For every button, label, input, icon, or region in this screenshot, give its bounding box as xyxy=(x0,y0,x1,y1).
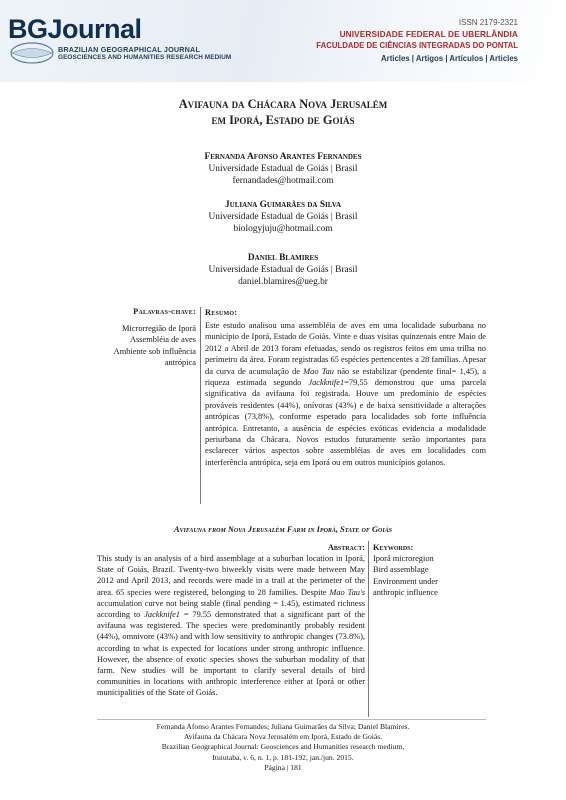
keyword: Assembléia de aves xyxy=(129,335,196,345)
column-divider xyxy=(200,307,201,504)
issn: ISSN 2179-2321 xyxy=(458,18,518,27)
keywords-list-pt xyxy=(86,323,196,369)
author-affiliation: Universidade Estadual de Goiás | Brasil xyxy=(208,212,358,222)
author-name: Juliana Guimarães da Silva xyxy=(224,200,342,210)
keyword: antrópica xyxy=(164,358,196,368)
abstract-text-segment: =79,55 demonstrou que uma parcela significativa da avifauna foi registrada. Houve um predomínio de espécies prováveis residentes (44%), onívoras (43%) e de baixa sensitividade a alterações antrópicas (73,8%), conforme esperado para localidades sob forte influência antrópica. Entretanto, a ausência de espécies exóticas evidencia a modalidade periurbana da Chácara. Novos estudos futuramente serão importantes para esclarecer vários aspectos sobre assembléias de aves em localidades com interferência antrópica, seja em Iporá ou em outros municípios goianos. xyxy=(205,378,487,467)
abstract-text-segment: This study is an analysis of a bird assemblage at a suburban location in Iporá, State of Goiás, Brazil. Twenty-two biweekly visits were made between May 2012 and April 2013, and records were made in a trail at the perimeter of the area. 65 species were registered, belonging to 28 families. Despite xyxy=(97,554,365,597)
keywords-label-pt: Palavras-chave: xyxy=(133,307,196,316)
author-email: biologyjuju@hotmail.com xyxy=(233,224,333,234)
footer-authors: Fernanda Afonso Arantes Fernandes; Juliana Guimarães da Silva; Daniel Blamires. xyxy=(156,722,410,731)
author-name: Daniel Blamires xyxy=(247,253,319,263)
abstract-italic-term: Jackknife1 xyxy=(308,378,345,388)
journal-subtitle-2: GEOSCIENCES AND HUMANITIES RESEARCH MEDIUM xyxy=(58,54,232,61)
author-email: daniel.blamires@ueg.br xyxy=(238,277,328,287)
abstract-text-segment: accumulation curve not being stable (final pending = 1.45), estimated richness according to xyxy=(97,598,365,620)
abstract-text-segment: não se estabilizar (pendente final= 1,45), a riqueza estimada segundo xyxy=(205,366,486,388)
citation-footer xyxy=(0,722,566,773)
footer-volume: Ituiutaba, v. 6, n. 1, p. 181-192, jan./jun. 2015. xyxy=(212,752,354,762)
article-title-line2: em Iporá, Estado de Goiás xyxy=(211,113,355,127)
abstract-italic-term: Jackknife1 xyxy=(144,610,180,620)
footer-journal: Brazilian Geographical Journal: Geosciences and Humanities research medium, xyxy=(161,742,405,752)
footer-rule xyxy=(97,719,486,720)
abstract-italic-term: Mao Tau xyxy=(303,366,334,376)
abstract-label-pt: Resumo: xyxy=(205,308,238,317)
section-types: Articles | Artigos | Artículos | Articles xyxy=(381,54,518,63)
keyword: Microrregião de Iporá xyxy=(122,324,196,333)
abstract-text-pt xyxy=(205,320,486,468)
abstract-text-segment: Este estudo analisou uma assembléia de aves em uma localidade suburbana no município de Iporá, Estado de Goiás. Vinte e duas visitas quinzenais entre Maio de 2012 a Abril de 2013 foram efetuadas, sendo os registros feitos em uma trilha no perímetro da área. Foram registradas 65 espécies pertencentes a 28 famílias. Apesar da curva de acumulação de xyxy=(205,321,486,376)
university-name: UNIVERSIDADE FEDERAL DE UBERLÂNDIA xyxy=(339,29,518,39)
globe-icon xyxy=(10,42,54,64)
page-number: Página | 181 xyxy=(264,762,302,772)
abstract-label-en: Abstract: xyxy=(327,543,365,552)
keyword: Ambiente sob influência xyxy=(113,346,196,356)
keywords-list-en xyxy=(373,553,483,599)
keywords-label-en: Keywords: xyxy=(373,543,414,552)
author-affiliation: Universidade Estadual de Goiás | Brasil xyxy=(208,265,358,275)
abstract-text-segment: = 79.55 demonstrated that a significant part of the avifauna was registered. The species were predominantly probably resident (44%), omnivore (43%) and with low sensitivity to anthropic changes (73.8%), according to what is expected for locations under strong anthropic influence. However, the absence of exotic species shows the suburban modality of that farm. New studies will be important to clarify several details of bird communities in locations with anthropic interference either at Iporá or other municipalities of the State of Goiás. xyxy=(97,610,365,698)
journal-subtitle-1: BRAZILIAN GEOGRAPHICAL JOURNAL xyxy=(58,45,201,54)
author-email: fernandades@hotmail.com xyxy=(232,176,334,186)
journal-logo: BGJournal xyxy=(8,14,142,44)
abstract-text-en xyxy=(97,553,365,699)
author-name: Fernanda Afonso Arantes Fernandes xyxy=(204,152,362,162)
faculty-name: FACULDADE DE CIÊNCIAS INTEGRADAS DO PONTAL xyxy=(316,41,518,50)
author-affiliation: Universidade Estadual de Goiás | Brasil xyxy=(208,164,358,174)
article-title-line1: Avifauna da Chácara Nova Jerusalém xyxy=(178,97,388,111)
column-divider xyxy=(368,541,369,717)
footer-title: Avifauna da Chácara Nova Jerusalém em Iporá, Estado de Goiás. xyxy=(183,732,383,742)
english-title: Avifauna from Nova Jerusalém Farm in Iporá, State of Goiás xyxy=(173,525,393,534)
keyword: anthropic influence xyxy=(373,588,438,598)
keyword: Iporá microregion xyxy=(373,554,434,563)
keyword: Environment under xyxy=(373,576,438,586)
keyword: Bird assemblage xyxy=(373,565,429,575)
abstract-italic-term: Mao Tau's xyxy=(329,587,365,597)
